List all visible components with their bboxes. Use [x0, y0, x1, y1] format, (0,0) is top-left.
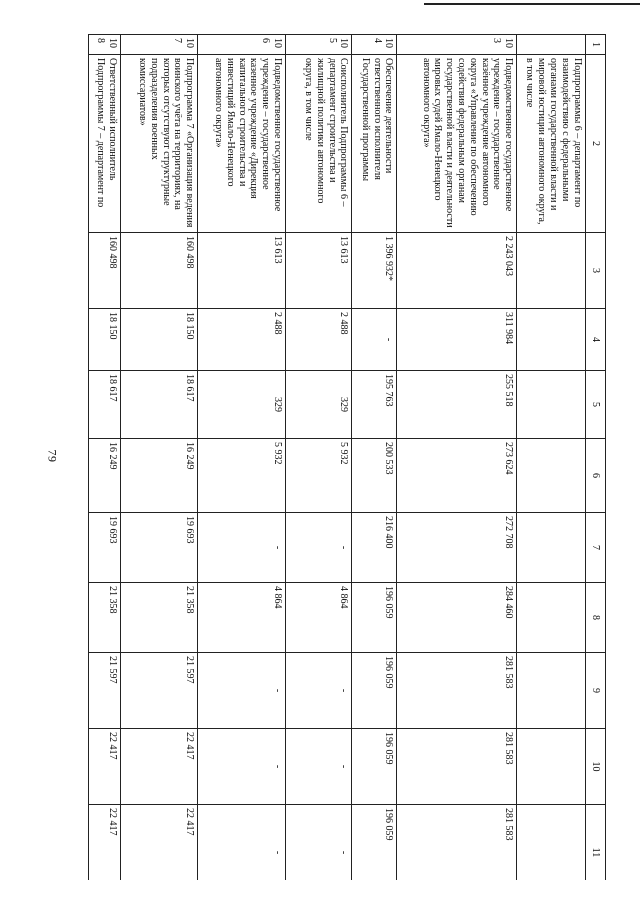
cell-col7: -	[198, 513, 286, 583]
cell-col3	[517, 233, 585, 309]
cell-col8: 4 864	[286, 583, 352, 653]
row-number: 107	[121, 35, 198, 55]
cell-col9: 196 059	[352, 653, 397, 729]
cell-col4: 18 150	[89, 309, 121, 371]
cell-col11: 22 417	[121, 805, 198, 881]
cell-col5: 18 617	[89, 371, 121, 439]
table-row	[517, 35, 585, 881]
header-cell: 11	[585, 805, 605, 881]
header-cell: 2	[585, 55, 605, 233]
cell-col10: 22 417	[89, 729, 121, 805]
page-number: 79	[45, 449, 60, 463]
cell-col10: 22 417	[121, 729, 198, 805]
cell-col4: 2 488	[286, 309, 352, 371]
cell-col9: 281 583	[397, 653, 517, 729]
cell-col9: 21 597	[89, 653, 121, 729]
cell-col3: 160 498	[121, 233, 198, 309]
table-row	[286, 35, 352, 881]
cell-col8: 4 864	[198, 583, 286, 653]
row-number: 103	[397, 35, 517, 55]
header-cell: 9	[585, 653, 605, 729]
row-number	[517, 35, 585, 55]
table-row	[121, 35, 198, 881]
cell-col9: -	[286, 653, 352, 729]
cell-col5: 255 518	[397, 371, 517, 439]
header-cell: 1	[585, 35, 605, 55]
header-cell: 10	[585, 729, 605, 805]
cell-col5	[517, 371, 585, 439]
cell-col11: -	[286, 805, 352, 881]
cell-col4	[517, 309, 585, 371]
cell-col11: 22 417	[89, 805, 121, 881]
cell-col7: 19 693	[121, 513, 198, 583]
cell-col11: 281 583	[397, 805, 517, 881]
cell-col3: 2 243 043	[397, 233, 517, 309]
cell-col3: 1 396 932*	[352, 233, 397, 309]
header-cell: 7	[585, 513, 605, 583]
budget-table	[88, 34, 606, 880]
table-row	[397, 35, 517, 881]
row-name: Подведомственное государственное учреждение – государственное казённое учреждение автономного округа «Управление по обеспечению содействия федеральным органам государственной власти и деятельности мировых судей Ямало-Ненецкого автономного округа»	[397, 55, 517, 233]
header-cell: 4	[585, 309, 605, 371]
top-right-rule	[424, 3, 640, 5]
cell-col6: 200 533	[352, 439, 397, 513]
cell-col7	[517, 513, 585, 583]
cell-col10: 196 059	[352, 729, 397, 805]
row-name: Подпрограмма 7 «Организация ведения воинского учёта на территориях, на которых отсутствуют структурные подразделения военных комиссариатов»	[121, 55, 198, 233]
cell-col8: 284 460	[397, 583, 517, 653]
cell-col7: 216 400	[352, 513, 397, 583]
cell-col5: 195 763	[352, 371, 397, 439]
row-name: Обеспечение деятельности ответственного исполнителя Государственной программы	[352, 55, 397, 233]
row-number: 108	[89, 35, 121, 55]
header-row	[585, 35, 605, 881]
row-number: 105	[286, 35, 352, 55]
row-number: 106	[198, 35, 286, 55]
cell-col11	[517, 805, 585, 881]
row-name: Подпрограммы 6 – департамент по взаимодействию с федеральными органами государственной власти и мировой юстиции автономного округа, в том числе	[517, 55, 585, 233]
header-cell: 6	[585, 439, 605, 513]
cell-col6: 16 249	[89, 439, 121, 513]
cell-col4: 2 488	[198, 309, 286, 371]
cell-col10: -	[286, 729, 352, 805]
cell-col6: 5 932	[198, 439, 286, 513]
cell-col8: 196 059	[352, 583, 397, 653]
cell-col5: 18 617	[121, 371, 198, 439]
table-row	[352, 35, 397, 881]
cell-col5: 329	[198, 371, 286, 439]
header-cell: 3	[585, 233, 605, 309]
cell-col6: 16 249	[121, 439, 198, 513]
cell-col3: 13 613	[198, 233, 286, 309]
cell-col3: 160 498	[89, 233, 121, 309]
row-name: Подведомственное государственное учреждение – государственное казенное учреждение «Дирекция капитального строительства и инвестиций Ямало-Ненецкого автономного округа»	[198, 55, 286, 233]
cell-col6: 273 624	[397, 439, 517, 513]
rotated-page-content	[88, 34, 606, 880]
cell-col7: 19 693	[89, 513, 121, 583]
cell-col10: -	[198, 729, 286, 805]
cell-col10	[517, 729, 585, 805]
cell-col11: 196 059	[352, 805, 397, 881]
cell-col11: -	[198, 805, 286, 881]
cell-col5: 329	[286, 371, 352, 439]
cell-col4: -	[352, 309, 397, 371]
table-row	[89, 35, 121, 881]
row-name: Ответственный исполнитель Подпрограммы 7 – департамент по	[89, 55, 121, 233]
cell-col6: 5 932	[286, 439, 352, 513]
cell-col9	[517, 653, 585, 729]
cell-col10: 281 583	[397, 729, 517, 805]
row-name: Соисполнитель Подпрограммы 6 – департамент строительства и жилищной политики автономного округа, в том числе	[286, 55, 352, 233]
cell-col9: -	[198, 653, 286, 729]
cell-col7: -	[286, 513, 352, 583]
row-number: 104	[352, 35, 397, 55]
cell-col8	[517, 583, 585, 653]
cell-col8: 21 358	[89, 583, 121, 653]
cell-col6	[517, 439, 585, 513]
rotated-table-frame	[88, 34, 606, 880]
cell-col4: 311 984	[397, 309, 517, 371]
cell-col4: 18 150	[121, 309, 198, 371]
cell-col8: 21 358	[121, 583, 198, 653]
cell-col3: 13 613	[286, 233, 352, 309]
cell-col9: 21 597	[121, 653, 198, 729]
table-row	[198, 35, 286, 881]
header-cell: 8	[585, 583, 605, 653]
cell-col7: 272 708	[397, 513, 517, 583]
header-cell: 5	[585, 371, 605, 439]
